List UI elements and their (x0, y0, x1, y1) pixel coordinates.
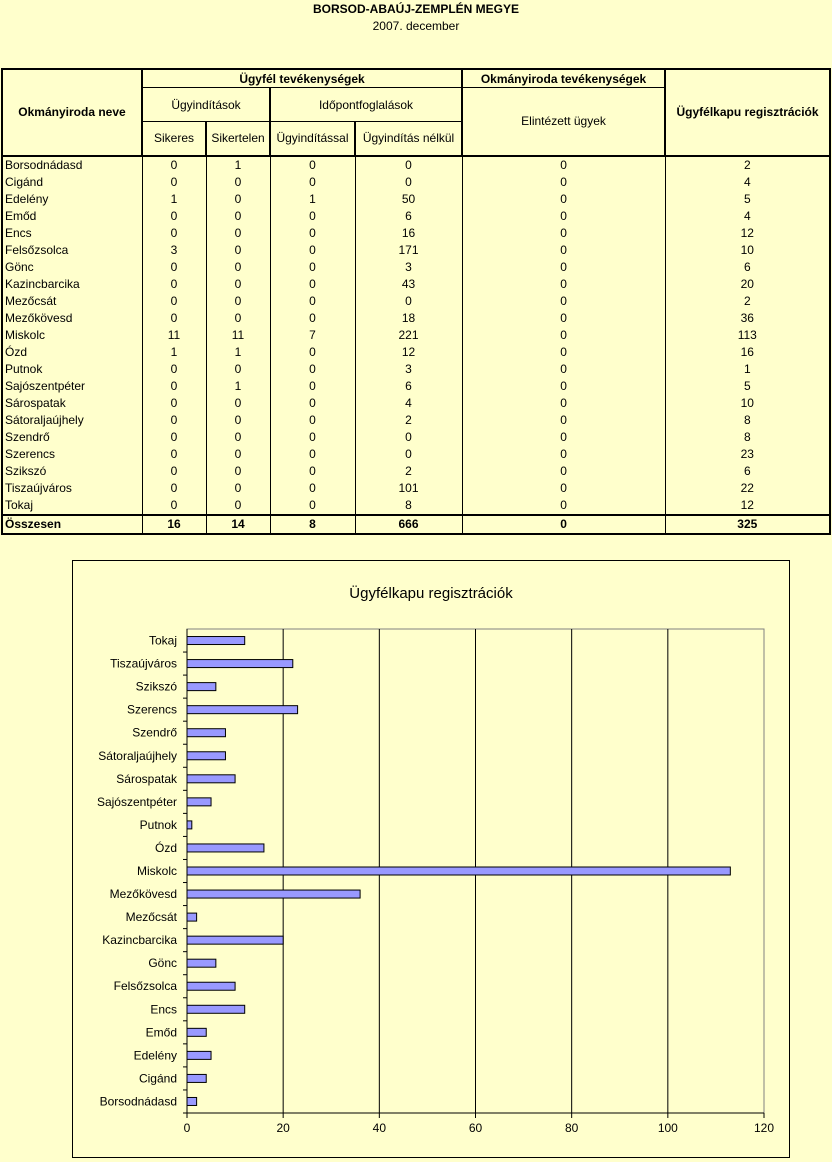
header-with-case-start: Ügyindítással (270, 122, 355, 156)
value-cell: 0 (270, 429, 355, 446)
bar-Mezőkövesd (187, 890, 360, 898)
office-name-cell: Sátoraljaújhely (2, 412, 142, 429)
value-cell: 0 (206, 463, 270, 480)
value-cell: 1 (142, 344, 206, 361)
value-cell: 1 (270, 191, 355, 208)
value-cell: 0 (462, 463, 665, 480)
value-cell: 8 (355, 497, 462, 515)
value-cell: 0 (355, 429, 462, 446)
y-tick-label: Felsőzsolca (113, 979, 177, 994)
value-cell: 0 (206, 225, 270, 242)
value-cell: 0 (462, 412, 665, 429)
value-cell: 0 (206, 497, 270, 515)
value-cell: 0 (142, 310, 206, 327)
value-cell: 101 (355, 480, 462, 497)
total-value-cell: 8 (270, 515, 355, 534)
y-tick-label: Szerencs (126, 702, 177, 717)
office-name-cell: Ózd (2, 344, 142, 361)
value-cell: 10 (665, 395, 830, 412)
total-value-cell: 666 (355, 515, 462, 534)
value-cell: 6 (665, 259, 830, 276)
y-tick-label: Sátoraljaújhely (98, 748, 177, 763)
office-name-cell: Miskolc (2, 327, 142, 344)
y-tick-label: Cigánd (138, 1071, 177, 1086)
value-cell: 1 (142, 191, 206, 208)
office-name-cell: Gönc (2, 259, 142, 276)
value-cell: 3 (355, 259, 462, 276)
bar-Edelény (187, 1051, 211, 1059)
value-cell: 0 (462, 344, 665, 361)
bar-Gönc (187, 959, 216, 967)
value-cell: 0 (462, 225, 665, 242)
value-cell: 0 (270, 242, 355, 259)
bar-Sárospatak (187, 775, 235, 783)
table-row (2, 225, 830, 242)
value-cell: 8 (665, 429, 830, 446)
chart (72, 560, 790, 1158)
value-cell: 0 (206, 429, 270, 446)
value-cell: 0 (355, 174, 462, 191)
x-tick-label: 100 (657, 1121, 678, 1135)
bar-Felsőzsolca (187, 982, 235, 990)
value-cell: 18 (355, 310, 462, 327)
y-tick-label: Ózd (154, 840, 177, 855)
table-row (2, 327, 830, 344)
value-cell: 0 (142, 429, 206, 446)
bar-Sátoraljaújhely (187, 752, 225, 760)
x-tick-label: 120 (753, 1121, 775, 1135)
header-office-activities: Okmányiroda tevékenységek (462, 69, 665, 88)
value-cell: 0 (462, 276, 665, 293)
value-cell: 0 (462, 361, 665, 378)
table-row (2, 412, 830, 429)
value-cell: 0 (206, 174, 270, 191)
value-cell: 0 (206, 446, 270, 463)
office-name-cell: Kazincbarcika (2, 276, 142, 293)
bar-Szendrő (187, 729, 225, 737)
page-title: BORSOD-ABAÚJ-ZEMPLÉN MEGYE (312, 2, 519, 16)
value-cell: 0 (142, 395, 206, 412)
value-cell: 0 (206, 242, 270, 259)
value-cell: 0 (270, 395, 355, 412)
value-cell: 10 (665, 242, 830, 259)
value-cell: 6 (355, 378, 462, 395)
total-value-cell: 14 (206, 515, 270, 534)
value-cell: 16 (355, 225, 462, 242)
value-cell: 5 (665, 378, 830, 395)
value-cell: 2 (355, 463, 462, 480)
header-appointments: Időpontfoglalások (270, 88, 462, 122)
value-cell: 0 (206, 412, 270, 429)
value-cell: 0 (462, 327, 665, 344)
y-tick-label: Mezőcsát (125, 910, 177, 925)
value-cell: 0 (270, 276, 355, 293)
page-subtitle: 2007. december (372, 19, 460, 33)
total-value-cell: 325 (665, 515, 830, 534)
header-case-starts: Ügyindítások (142, 88, 270, 122)
value-cell: 0 (355, 446, 462, 463)
bar-Mezőcsát (187, 913, 197, 921)
value-cell: 0 (270, 344, 355, 361)
y-tick-label: Sajószentpéter (96, 794, 177, 809)
header-without-case-start: Ügyindítás nélkül (355, 122, 462, 156)
value-cell: 1 (206, 156, 270, 174)
value-cell: 0 (142, 208, 206, 225)
chart-title: Ügyfélkapu regisztrációk (349, 585, 513, 602)
value-cell: 0 (270, 310, 355, 327)
value-cell: 22 (665, 480, 830, 497)
y-tick-label: Miskolc (136, 864, 177, 878)
value-cell: 0 (270, 225, 355, 242)
value-cell: 0 (142, 156, 206, 174)
data-table (1, 68, 831, 535)
value-cell: 0 (462, 191, 665, 208)
y-tick-label: Gönc (148, 956, 177, 971)
value-cell: 0 (142, 497, 206, 515)
value-cell: 0 (142, 361, 206, 378)
value-cell: 0 (206, 191, 270, 208)
x-tick-label: 20 (276, 1121, 290, 1135)
value-cell: 113 (665, 327, 830, 344)
value-cell: 0 (142, 293, 206, 310)
value-cell: 0 (206, 208, 270, 225)
y-tick-label: Encs (150, 1002, 177, 1017)
header-portal-registrations: Ügyfélkapu regisztrációk (665, 69, 830, 156)
value-cell: 6 (665, 463, 830, 480)
header-unsuccessful: Sikertelen (206, 122, 270, 156)
value-cell: 0 (142, 463, 206, 480)
header-office-name: Okmányiroda neve (2, 69, 142, 156)
value-cell: 4 (665, 208, 830, 225)
value-cell: 4 (355, 395, 462, 412)
bar-Cigánd (187, 1074, 206, 1082)
y-tick-label: Sárospatak (116, 771, 177, 786)
bar-Szikszó (187, 683, 216, 691)
value-cell: 0 (270, 208, 355, 225)
bar-Ózd (187, 844, 264, 852)
table-row (2, 156, 830, 174)
y-tick-label: Emőd (145, 1025, 177, 1040)
table-row (2, 497, 830, 515)
x-tick-label: 0 (183, 1121, 191, 1135)
office-name-cell: Szerencs (2, 446, 142, 463)
value-cell: 0 (206, 395, 270, 412)
header-completed-cases: Elintézett ügyek (462, 88, 665, 156)
value-cell: 2 (665, 293, 830, 310)
value-cell: 0 (462, 310, 665, 327)
value-cell: 0 (206, 276, 270, 293)
value-cell: 0 (206, 310, 270, 327)
office-name-cell: Borsodnádasd (2, 156, 142, 174)
bar-Putnok (187, 821, 192, 829)
bar-Tiszaújváros (187, 660, 293, 668)
chart-svg (73, 561, 789, 1157)
table-row (2, 310, 830, 327)
bar-Miskolc (187, 867, 730, 875)
value-cell: 0 (462, 156, 665, 174)
value-cell: 36 (665, 310, 830, 327)
value-cell: 12 (665, 225, 830, 242)
value-cell: 0 (462, 497, 665, 515)
bar-Encs (187, 1005, 245, 1013)
value-cell: 0 (355, 156, 462, 174)
value-cell: 2 (355, 412, 462, 429)
y-tick-label: Tiszaújváros (110, 656, 177, 671)
table-row (2, 174, 830, 191)
table-row (2, 242, 830, 259)
office-name-cell: Edelény (2, 191, 142, 208)
value-cell: 0 (270, 412, 355, 429)
table-row (2, 378, 830, 395)
value-cell: 0 (462, 259, 665, 276)
bar-Emőd (187, 1028, 206, 1036)
value-cell: 0 (142, 276, 206, 293)
value-cell: 0 (142, 225, 206, 242)
value-cell: 171 (355, 242, 462, 259)
value-cell: 11 (142, 327, 206, 344)
value-cell: 50 (355, 191, 462, 208)
office-name-cell: Mezőcsát (2, 293, 142, 310)
value-cell: 0 (142, 378, 206, 395)
value-cell: 0 (462, 293, 665, 310)
x-tick-label: 80 (564, 1121, 579, 1135)
table-row (2, 208, 830, 225)
y-tick-label: Tokaj (148, 633, 177, 648)
value-cell: 20 (665, 276, 830, 293)
value-cell: 0 (462, 429, 665, 446)
value-cell: 221 (355, 327, 462, 344)
table-row (2, 344, 830, 361)
header-client-activities: Ügyfél tevékenységek (142, 69, 462, 88)
total-value-cell: 0 (462, 515, 665, 534)
y-tick-label: Putnok (139, 817, 177, 832)
value-cell: 0 (270, 446, 355, 463)
office-name-cell: Putnok (2, 361, 142, 378)
value-cell: 0 (206, 259, 270, 276)
value-cell: 0 (462, 174, 665, 191)
value-cell: 0 (270, 361, 355, 378)
table-row (2, 463, 830, 480)
office-name-cell: Mezőkövesd (2, 310, 142, 327)
office-name-cell: Tokaj (2, 497, 142, 515)
value-cell: 0 (462, 446, 665, 463)
value-cell: 12 (355, 344, 462, 361)
value-cell: 0 (462, 395, 665, 412)
value-cell: 0 (270, 480, 355, 497)
value-cell: 0 (206, 293, 270, 310)
total-value-cell: 16 (142, 515, 206, 534)
value-cell: 1 (665, 361, 830, 378)
y-tick-label: Szikszó (135, 679, 177, 694)
office-name-cell: Sárospatak (2, 395, 142, 412)
value-cell: 4 (665, 174, 830, 191)
value-cell: 0 (270, 463, 355, 480)
bar-Kazincbarcika (187, 936, 283, 944)
table-row (2, 429, 830, 446)
table-row (2, 259, 830, 276)
value-cell: 0 (270, 156, 355, 174)
header-successful: Sikeres (142, 122, 206, 156)
office-name-cell: Cigánd (2, 174, 142, 191)
value-cell: 0 (270, 259, 355, 276)
value-cell: 6 (355, 208, 462, 225)
office-name-cell: Emőd (2, 208, 142, 225)
value-cell: 0 (462, 480, 665, 497)
table-row (2, 361, 830, 378)
value-cell: 7 (270, 327, 355, 344)
office-name-cell: Encs (2, 225, 142, 242)
x-tick-label: 40 (372, 1121, 387, 1135)
value-cell: 0 (462, 208, 665, 225)
x-tick-label: 60 (468, 1121, 483, 1135)
value-cell: 0 (206, 361, 270, 378)
table-row (2, 276, 830, 293)
value-cell: 5 (665, 191, 830, 208)
y-tick-label: Mezőkövesd (109, 887, 177, 902)
office-name-cell: Felsőzsolca (2, 242, 142, 259)
value-cell: 0 (142, 259, 206, 276)
value-cell: 0 (270, 378, 355, 395)
office-name-cell: Sajószentpéter (2, 378, 142, 395)
value-cell: 11 (206, 327, 270, 344)
total-label-cell: Összesen (2, 515, 142, 534)
table-row (2, 191, 830, 208)
y-tick-label: Szendrő (132, 725, 177, 740)
value-cell: 0 (270, 174, 355, 191)
value-cell: 0 (206, 480, 270, 497)
office-name-cell: Szendrő (2, 429, 142, 446)
table-row (2, 446, 830, 463)
value-cell: 0 (270, 293, 355, 310)
office-name-cell: Szikszó (2, 463, 142, 480)
table-row (2, 395, 830, 412)
table-row (2, 293, 830, 310)
bar-Tokaj (187, 637, 245, 645)
value-cell: 1 (206, 344, 270, 361)
value-cell: 0 (270, 497, 355, 515)
value-cell: 1 (206, 378, 270, 395)
value-cell: 3 (355, 361, 462, 378)
value-cell: 2 (665, 156, 830, 174)
value-cell: 23 (665, 446, 830, 463)
value-cell: 0 (142, 446, 206, 463)
value-cell: 8 (665, 412, 830, 429)
bar-Szerencs (187, 706, 298, 714)
office-name-cell: Tiszaújváros (2, 480, 142, 497)
y-tick-label: Edelény (133, 1048, 177, 1063)
bar-Borsodnádasd (187, 1097, 197, 1105)
value-cell: 12 (665, 497, 830, 515)
value-cell: 0 (142, 174, 206, 191)
value-cell: 0 (462, 242, 665, 259)
y-tick-label: Kazincbarcika (102, 933, 177, 948)
value-cell: 0 (142, 480, 206, 497)
value-cell: 0 (355, 293, 462, 310)
value-cell: 16 (665, 344, 830, 361)
total-row (2, 515, 830, 534)
value-cell: 0 (142, 412, 206, 429)
value-cell: 0 (462, 378, 665, 395)
bar-Sajószentpéter (187, 798, 211, 806)
value-cell: 3 (142, 242, 206, 259)
value-cell: 43 (355, 276, 462, 293)
table-row (2, 480, 830, 497)
y-tick-label: Borsodnádasd (99, 1094, 177, 1109)
